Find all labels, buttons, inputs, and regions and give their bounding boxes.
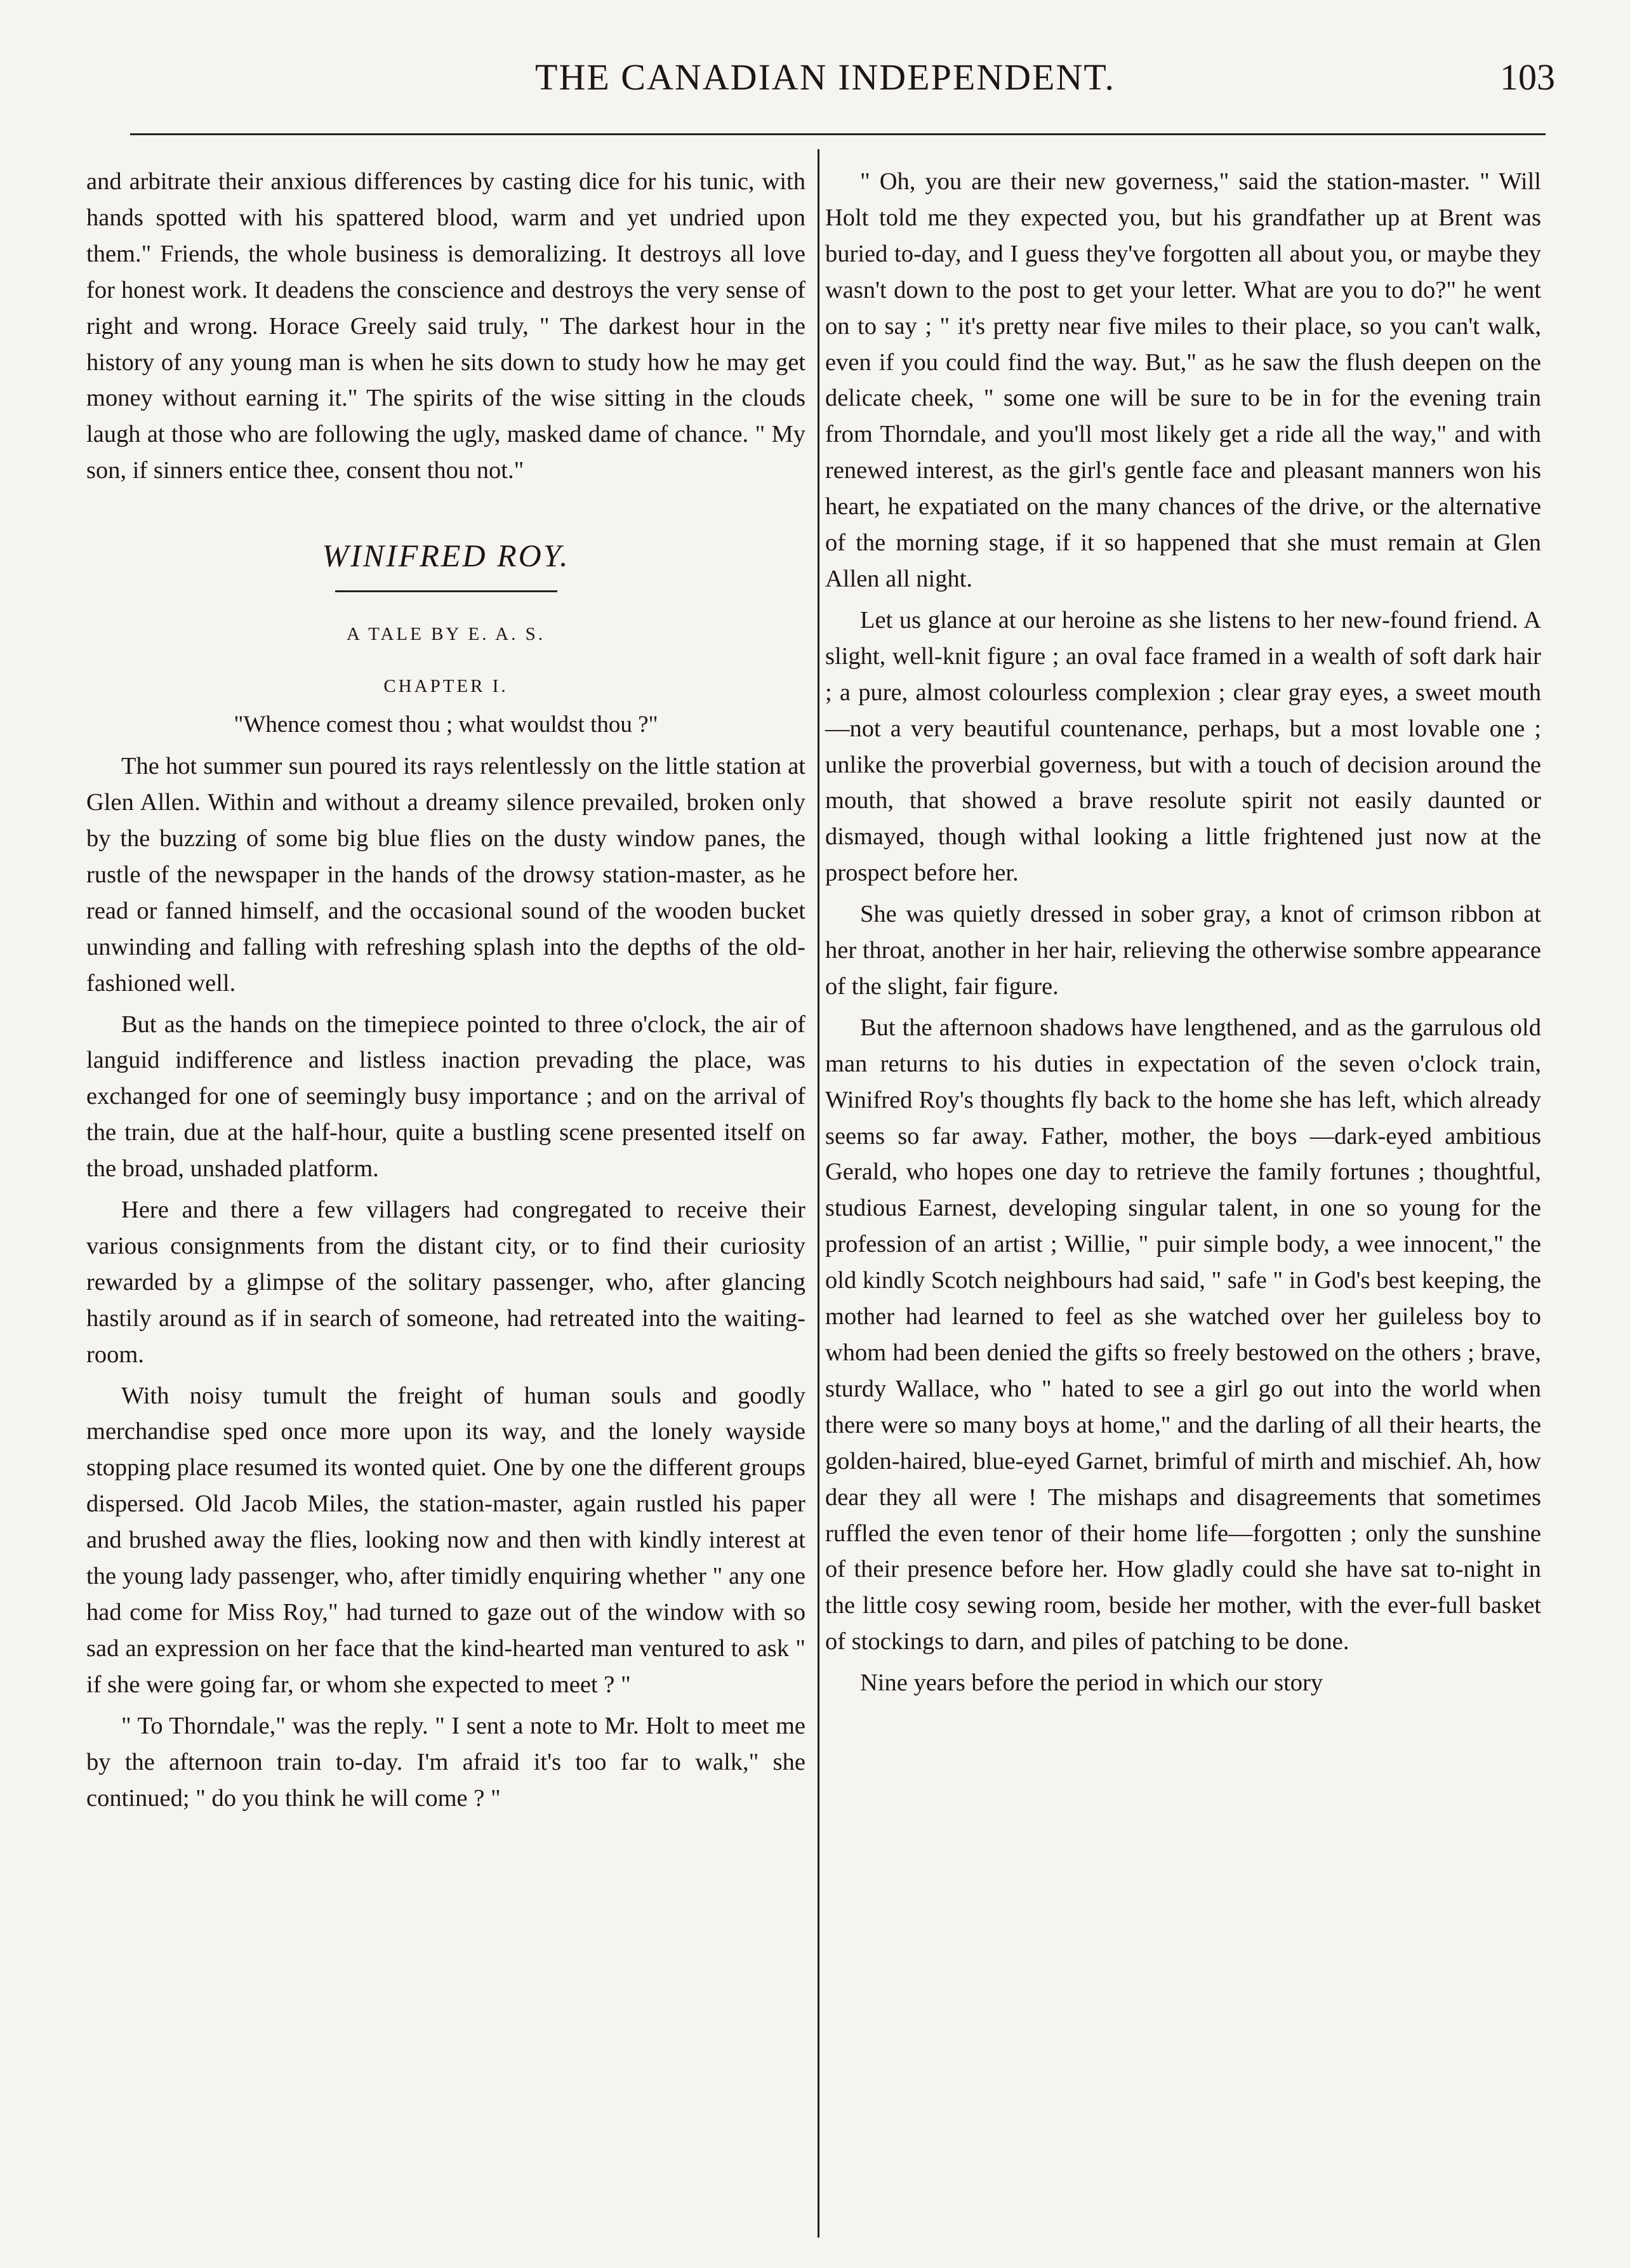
chapter-heading: CHAPTER I. bbox=[383, 676, 508, 697]
article-continuation: and arbitrate their anxious differences by casting dice for his tunic, with hands spotted with his spattered blood, warm and yet undried upon them." Friends, the whole business is demoralizing. It destroys all love for honest work. It deadens the conscience and destroys the very sense of right and wrong. Horace Greely said truly, " The darkest hour in the history of any young man is when he sits down to study how he may get money without earning it." The spirits of the wise sitting in the clouds laugh at those who are following the ugly, masked dame of chance. " My son, if sinners entice thee, consent thou not." bbox=[86, 168, 805, 484]
right-column bbox=[825, 164, 1541, 1701]
chapter-epigraph: "Whence comest thou ; what wouldst thou ?" bbox=[234, 712, 658, 738]
publication-title: THE CANADIAN INDEPENDENT. bbox=[535, 56, 1115, 98]
running-header bbox=[95, 56, 1555, 113]
left-column bbox=[86, 164, 805, 1816]
story-paragraph: But as the hands on the timepiece pointed to three o'clock, the air of languid indifference and listless inaction prevading the place, was exchanged for one of seemingly busy importance ; and on the arrival of the train, due at the half-hour, quite a bustling scene presented itself on the broad, unshaded platform. bbox=[86, 1011, 805, 1183]
story-paragraph: " Oh, you are their new governess," said the station-master. " Will Holt told me they expected you, but his grandfather up at Brent was buried to-day, and I guess they've forgotten all about you, or maybe they wasn't down to the post to get your letter. What are you to do?" he went on to say ; " it's pretty near five miles to their place, so you can't walk, even if you could find the way. But," as he saw the flush deepen on the delicate cheek, " some one will be sure to be in for the evening train from Thorndale, and you'll most likely get a ride all the way," and with renewed interest, as the girl's gentle face and pleasant manners won his heart, he expatiated on the many chances of the drive, or the alternative of the morning stage, if it so happened that she must remain at Glen Allen all night. bbox=[825, 168, 1541, 592]
page-number: 103 bbox=[1500, 56, 1555, 98]
story-paragraph: But the afternoon shadows have lengthened, and as the garrulous old man returns to his duties in expectation of the seven o'clock train, Winifred Roy's thoughts fly back to the home she has left, which already seems so far away. Father, mother, the boys —dark-eyed ambitious Gerald, who hopes one day to retrieve the family fortunes ; thoughtful, studious Earnest, developing singular talent, in one so young for the profession of an artist ; Willie, " puir simple body, a wee innocent," the old kindly Scotch neighbours had said, " safe " in God's best keeping, the mother had learned to feel as she watched over her guileless boy to whom had been denied the gifts so freely bestowed on the others ; brave, sturdy Wallace, who " hated to see a girl go out into the world when there were so many boys at home," and the darling of all their hearts, the golden-haired, blue-eyed Garnet, brimful of mirth and mischief. Ah, how dear they all were ! The mishaps and disagreements that sometimes ruffled the even tenor of their home life—forgotten ; only the sunshine of their presence before her. How gladly could she have sat to-night in the little cosy sewing room, beside her mother, with the ever-full basket of stockings to darn, and piles of patching to be done. bbox=[825, 1014, 1541, 1655]
title-rule bbox=[335, 590, 557, 592]
story-paragraph: Here and there a few villagers had congregated to receive their various consignments from the distant city, or to find their curiosity rewarded by a glimpse of the solitary passenger, who, after glancing hastily around as if in search of someone, had retreated into the waiting-room. bbox=[86, 1197, 805, 1368]
story-title: WINIFRED ROY. bbox=[322, 538, 570, 574]
header-rule bbox=[130, 133, 1546, 135]
story-paragraph: She was quietly dressed in sober gray, a knot of crimson ribbon at her throat, another in her hair, relieving the otherwise sombre appearance of the slight, fair figure. bbox=[825, 901, 1541, 1000]
story-paragraph: The hot summer sun poured its rays relentlessly on the little station at Glen Allen. Within and without a dreamy silence prevailed, broken only by the buzzing of some big blue flies on the dusty window panes, the rustle of the newspaper in the hands of the drowsy station-master, as he read or fanned himself, and the occasional sound of the wooden bucket unwinding and falling with refreshing splash into the depths of the old-fashioned well. bbox=[86, 753, 805, 997]
story-paragraph: Nine years before the period in which our story bbox=[860, 1669, 1323, 1697]
story-paragraph: Let us glance at our heroine as she listens to her new-found friend. A slight, well-knit figure ; an oval face framed in a wealth of soft dark hair ; a pure, almost colourless complexion ; clear gray eyes, a sweet mouth—not a very beautiful countenance, perhaps, but a most lovable one ; unlike the proverbial governess, but with a touch of decision around the mouth, that showed a brave resolute spirit not easily daunted or dismayed, though withal looking a little frightened just now at the prospect before her. bbox=[825, 606, 1541, 887]
story-byline: A TALE BY E. A. S. bbox=[347, 624, 545, 645]
story-paragraph: With noisy tumult the freight of human souls and goodly merchandise sped once more upon its way, and the lonely wayside stopping place resumed its wonted quiet. One by one the different groups dispersed. Old Jacob Miles, the station-master, again rustled his paper and brushed away the flies, looking now and then with kindly interest at the young lady passenger, who, after timidly enquiring whether " any one had come for Miss Roy," had turned to gaze out of the window with so sad an expression on her face that the kind-hearted man ventured to ask " if she were going far, or whom she expected to meet ? " bbox=[86, 1382, 805, 1698]
story-paragraph: " To Thorndale," was the reply. " I sent a note to Mr. Holt to meet me by the afternoon train to-day. I'm afraid it's too far to walk," she continued; " do you think he will come ? " bbox=[86, 1712, 805, 1812]
column-divider bbox=[818, 149, 819, 2238]
